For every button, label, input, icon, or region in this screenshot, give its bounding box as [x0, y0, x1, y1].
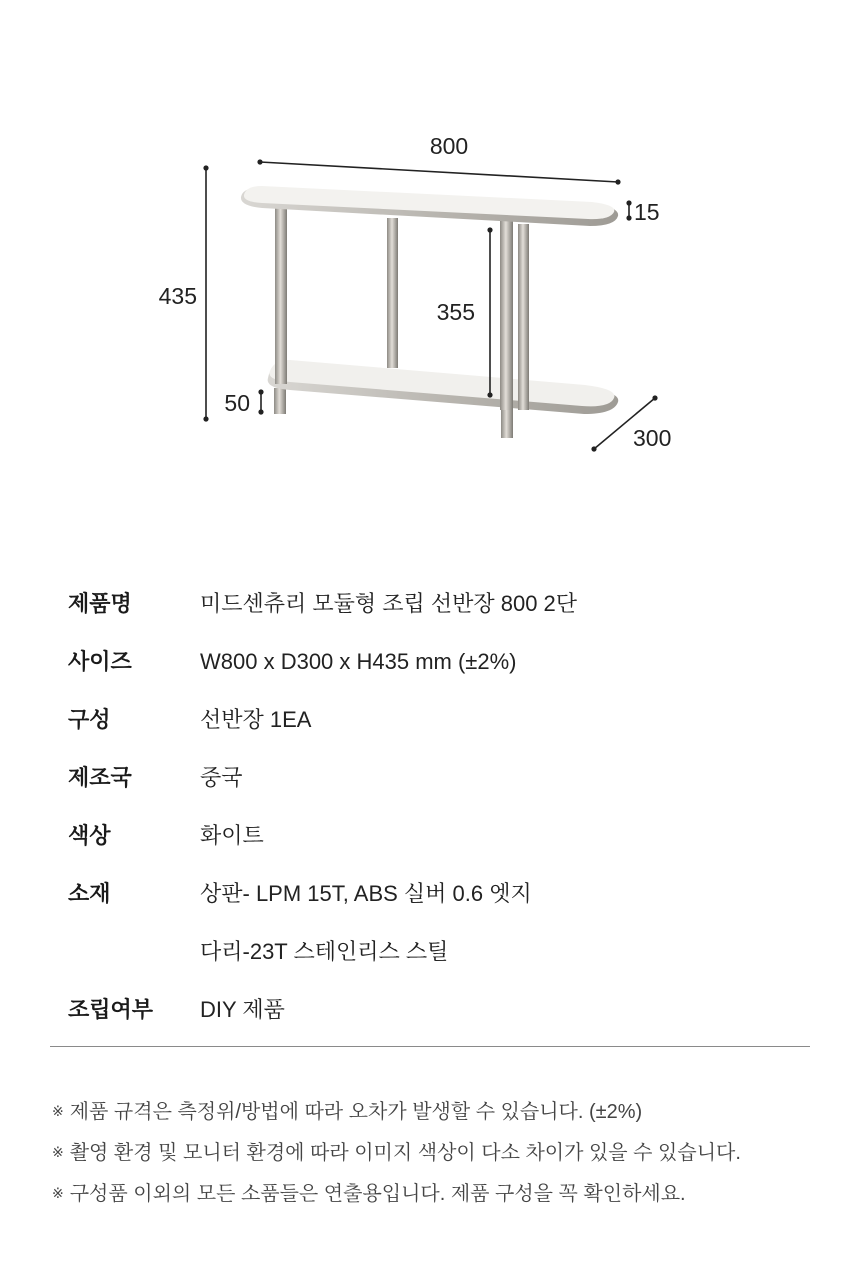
- spec-row-material: [68, 878, 828, 968]
- notice-item: [52, 1133, 741, 1174]
- spec-value: [200, 994, 285, 1026]
- spec-value: [200, 704, 311, 736]
- spec-value-line: 다리-23T 스테인리스 스틸: [200, 939, 449, 964]
- reference-mark-icon: ※: [52, 1103, 64, 1119]
- spec-key: 구성: [68, 707, 111, 732]
- spec-value-line: 화이트: [200, 823, 264, 848]
- notice-text: 구성품 이외의 모든 소품들은 연출용입니다. 제품 구성을 꼭 확인하세요.: [69, 1183, 686, 1205]
- spec-value: [200, 820, 264, 852]
- spec-value-line: W800 x D300 x H435 mm (±2%): [200, 649, 517, 674]
- spec-value: [200, 762, 243, 794]
- spec-value: [200, 646, 517, 678]
- spec-value-line: 미드센츄리 모듈형 조립 선반장 800 2단: [200, 591, 578, 616]
- spec-value: [200, 878, 532, 968]
- shelf-gap-label: 355: [436, 299, 475, 325]
- spec-key: 사이즈: [68, 649, 132, 674]
- left-foot: [274, 388, 286, 414]
- spec-row-name: [68, 588, 828, 620]
- spec-table: [68, 588, 828, 1052]
- top-thickness-label: 15: [634, 199, 660, 225]
- front-right-foot: [501, 408, 513, 438]
- notice-text: 제품 규격은 측정위/방법에 따라 오차가 발생할 수 있습니다. (±2%): [69, 1101, 643, 1123]
- section-divider: [50, 1046, 810, 1047]
- spec-key: 소재: [68, 881, 111, 906]
- notice-list: [52, 1092, 741, 1215]
- width-label: 800: [429, 133, 469, 159]
- front-left-leg: [275, 206, 287, 384]
- spec-value-line: 상판- LPM 15T, ABS 실버 0.6 엣지: [200, 881, 532, 906]
- notice-text: 촬영 환경 및 모니터 환경에 따라 이미지 색상이 다소 차이가 있을 수 있습니다.: [69, 1142, 741, 1164]
- back-right-leg: [518, 224, 529, 410]
- notice-item: [52, 1092, 741, 1133]
- spec-key: 조립여부: [68, 997, 154, 1022]
- front-right-leg: [500, 220, 513, 410]
- spec-value-line: DIY 제품: [200, 997, 285, 1022]
- spec-key: 제품명: [68, 591, 132, 616]
- product-dimension-diagram: [0, 0, 860, 520]
- spec-row-origin: [68, 762, 828, 794]
- spec-key: 제조국: [68, 765, 132, 790]
- shelf-unit-illustration: [241, 186, 618, 438]
- leg-height-label: 50: [224, 390, 250, 416]
- depth-label: 300: [633, 425, 672, 451]
- back-left-leg: [387, 218, 398, 368]
- spec-value: [200, 588, 577, 620]
- spec-row-size: [68, 646, 828, 678]
- spec-key: 색상: [68, 823, 111, 848]
- spec-row-components: [68, 704, 828, 736]
- notice-item: [52, 1174, 741, 1215]
- spec-value-line: 선반장 1EA: [200, 707, 312, 732]
- height-label: 435: [158, 283, 197, 309]
- reference-mark-icon: ※: [52, 1144, 64, 1160]
- spec-row-assembly: [68, 994, 828, 1026]
- reference-mark-icon: ※: [52, 1185, 64, 1201]
- spec-row-color: [68, 820, 828, 852]
- spec-value-line: 중국: [200, 765, 243, 790]
